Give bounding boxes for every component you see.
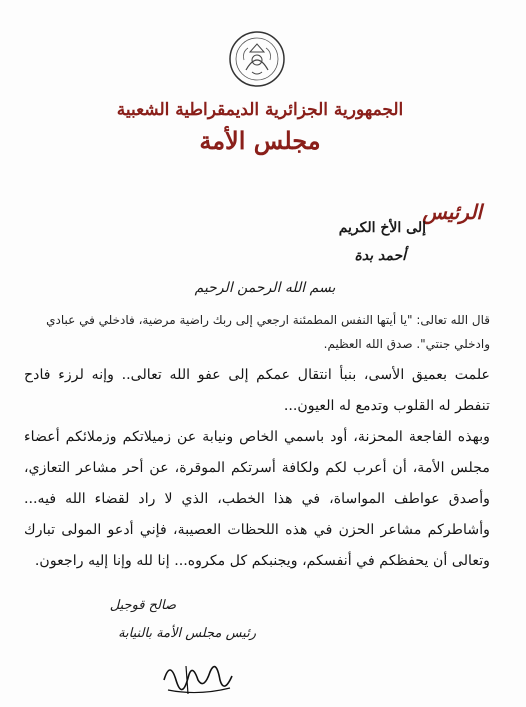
- bismillah: بسم الله الرحمن الرحيم: [194, 280, 336, 296]
- letterhead-republic: الجمهورية الجزائرية الديمقراطية الشعبية: [116, 100, 404, 120]
- signatory-title: رئيس مجلس الأمة بالنيابة: [118, 626, 256, 641]
- handwritten-signature-icon: [158, 650, 238, 700]
- letterhead-council: مجلس الأمة: [199, 126, 321, 155]
- signatory-name: صالح قوجيل: [109, 598, 176, 613]
- letter-body: [24, 360, 490, 577]
- recipient-name: أحمد بدة: [354, 248, 406, 264]
- body-paragraph-2: وبهذه الفاجعة المحزنة، أود باسمي الخاص ونيابة عن زميلاتكم وزملائكم أعضاء مجلس الأمة، أن أعرب لكم ولكافة أسرتكم الموقرة، عن أحر مشاعر التعازي، وأصدق عواطف المواساة، في هذا الخطب، الذي لا راد لقضاء الله فيه... وأشاطركم مشاعر الحزن في هذه اللحظات العصيبة، فإني أدعو المولى تبارك وتعالى أن يحفظكم في أنفسكم، ويجنبكم كل مكروه... إنا لله وإنا إليه راجعون.: [24, 429, 490, 569]
- quran-quote: قال الله تعالى: "يا أيتها النفس المطمئنة ارجعي إلى ربك راضية مرضية، فادخلي في عبادي وادخلي جنتي". صدق الله العظيم.: [46, 313, 490, 351]
- recipient-salutation: إلى الأخ الكريم: [338, 220, 426, 236]
- algeria-emblem-seal-icon: [228, 30, 286, 88]
- president-label: الرئيس: [422, 200, 482, 224]
- body-paragraph-1: علمت بعميق الأسى، بنبأ انتقال عمكم إلى عفو الله تعالى.. وإنه لرزء فادح تنفطر له القلوب وتدمع له العيون...: [24, 367, 490, 414]
